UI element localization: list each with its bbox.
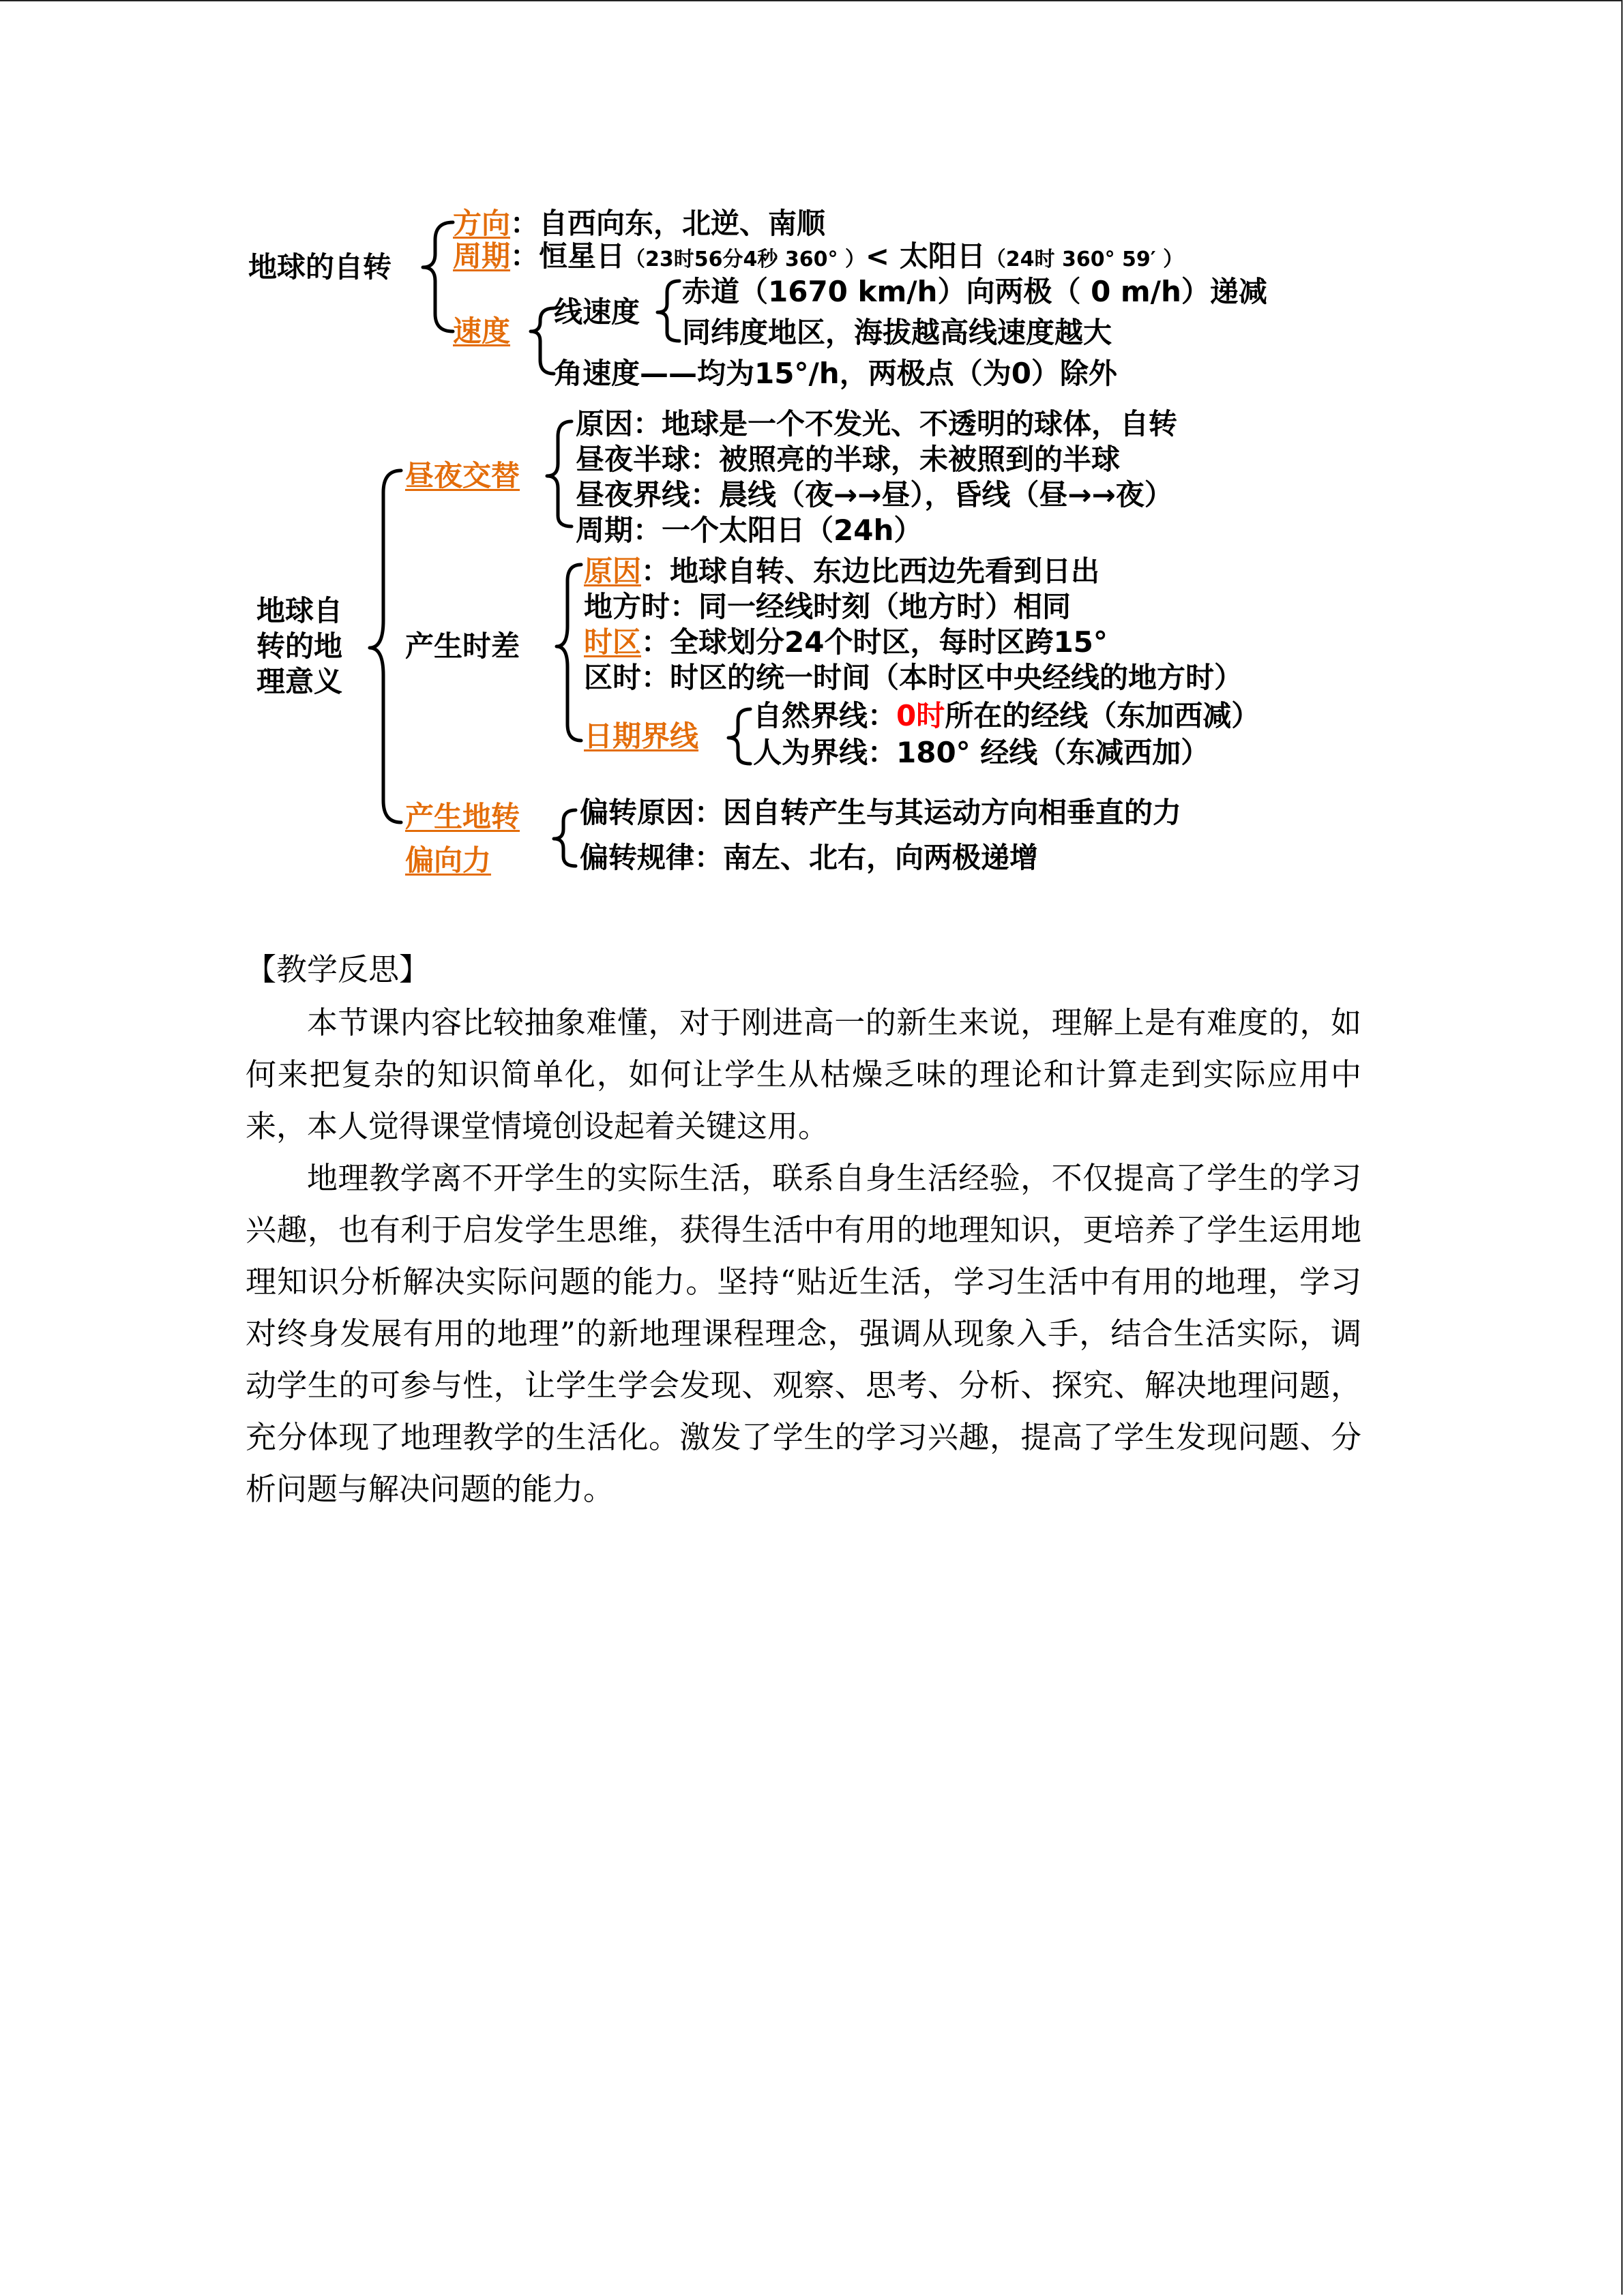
period-sidereal-detail: （23时56分4秒 360° ） [625, 248, 866, 271]
reflection-heading: 【教学反思】 [246, 951, 430, 987]
rotation-title: 地球的自转 [248, 250, 392, 284]
linear-speed-item-1: 赤道（1670 km/h）向两极（ 0 m/h）递减 [682, 275, 1267, 308]
deflection-item-2: 偏转规律：南左、北右，向两极递增 [580, 841, 1039, 874]
linear-speed-label: 线速度 [554, 295, 640, 329]
day-night-label: 昼夜交替 [405, 459, 520, 492]
time-zone-label: 时区 [584, 625, 642, 659]
local-time-text: 地方时：同一经线时刻（地方时）相同 [584, 590, 1072, 623]
reflection-paragraph-1: 本节课内容比较抽象难懂，对于刚进高一的新生来说，理解上是有难度的，如何来把复杂的知识简单化，如何让学生从枯燥乏味的理论和计算走到实际应用中来，本人觉得课堂情境创设起着关键这用。 [246, 1004, 1361, 1144]
day-night-item-2: 昼夜半球：被照亮的半球，未被照到的半球 [576, 443, 1121, 476]
date-line-label: 日期界线 [584, 719, 699, 753]
period-solar-detail: （24时 360° 59′ ） [985, 248, 1184, 271]
day-night-item-3: 昼夜界线：晨线（夜→→昼），昏线（昼→→夜） [576, 478, 1173, 511]
natural-date-line [753, 698, 1260, 734]
angular-speed-text: 角速度——均为15°/h，两极点（为0）除外 [554, 357, 1117, 390]
day-night-item-4: 周期：一个太阳日（24h） [576, 513, 923, 547]
linear-speed-item-2: 同纬度地区，海拔越高线速度越大 [682, 316, 1112, 349]
natural-date-line-b: 所在的经线（东加西减） [945, 699, 1260, 732]
artificial-date-line: 人为界线：180° 经线（东减西加） [753, 736, 1210, 769]
significance-title-3: 理意义 [256, 665, 343, 698]
time-diff-cause [584, 554, 1099, 589]
direction-line [453, 206, 825, 241]
period-label: 周期 [453, 239, 511, 273]
zone-time-text: 区时：时区的统一时间（本时区中央经线的地方时） [584, 661, 1243, 694]
day-night-item-1: 原因：地球是一个不发光、不透明的球体，自转 [576, 407, 1178, 441]
natural-date-line-emphasis: 0时 [896, 699, 945, 732]
reflection-paragraph-2: 地理教学离不开学生的实际生活，联系自身生活经验，不仅提高了学生的学习兴趣，也有利于启发学生思维，获得生活中有用的地理知识，更培养了学生运用地理知识分析解决实际问题的能力。坚持“贴近生活，学习生活中有用的地理，学习对终身发展有用的地理”的新地理课程理念，强调从现象入手，结合生活实际，调动学生的可参与性，让学生学会发现、观察、思考、分析、探究、解决地理问题，充分体现了地理教学的生活化。激发了学生的学习兴趣，提高了学生发现问题、分析问题与解决问题的能力。 [246, 1160, 1361, 1507]
significance-title-2: 转的地 [256, 629, 343, 663]
speed-label: 速度 [453, 314, 511, 348]
time-zone-text: ：全球划分24个时区，每时区跨15° [641, 625, 1108, 659]
time-diff-cause-label: 原因 [584, 554, 642, 588]
period-text-a: ：恒星日 [510, 239, 625, 273]
time-diff-label: 产生时差 [405, 629, 520, 663]
time-diff-cause-text: ：地球自转、东边比西边先看到日出 [641, 554, 1100, 588]
direction-label: 方向 [453, 207, 511, 240]
time-zone-line [584, 625, 1108, 660]
direction-text: ：自西向东，北逆、南顺 [510, 207, 826, 240]
deflection-label-1: 产生地转 [405, 800, 520, 833]
natural-date-line-a: 自然界线： [753, 699, 897, 732]
deflection-item-1: 偏转原因：因自转产生与其运动方向相垂直的力 [580, 796, 1182, 829]
period-text-b: < 太阳日 [865, 239, 986, 273]
significance-title-1: 地球自 [256, 594, 343, 627]
period-line [453, 239, 1183, 278]
deflection-label-2: 偏向力 [405, 844, 492, 877]
